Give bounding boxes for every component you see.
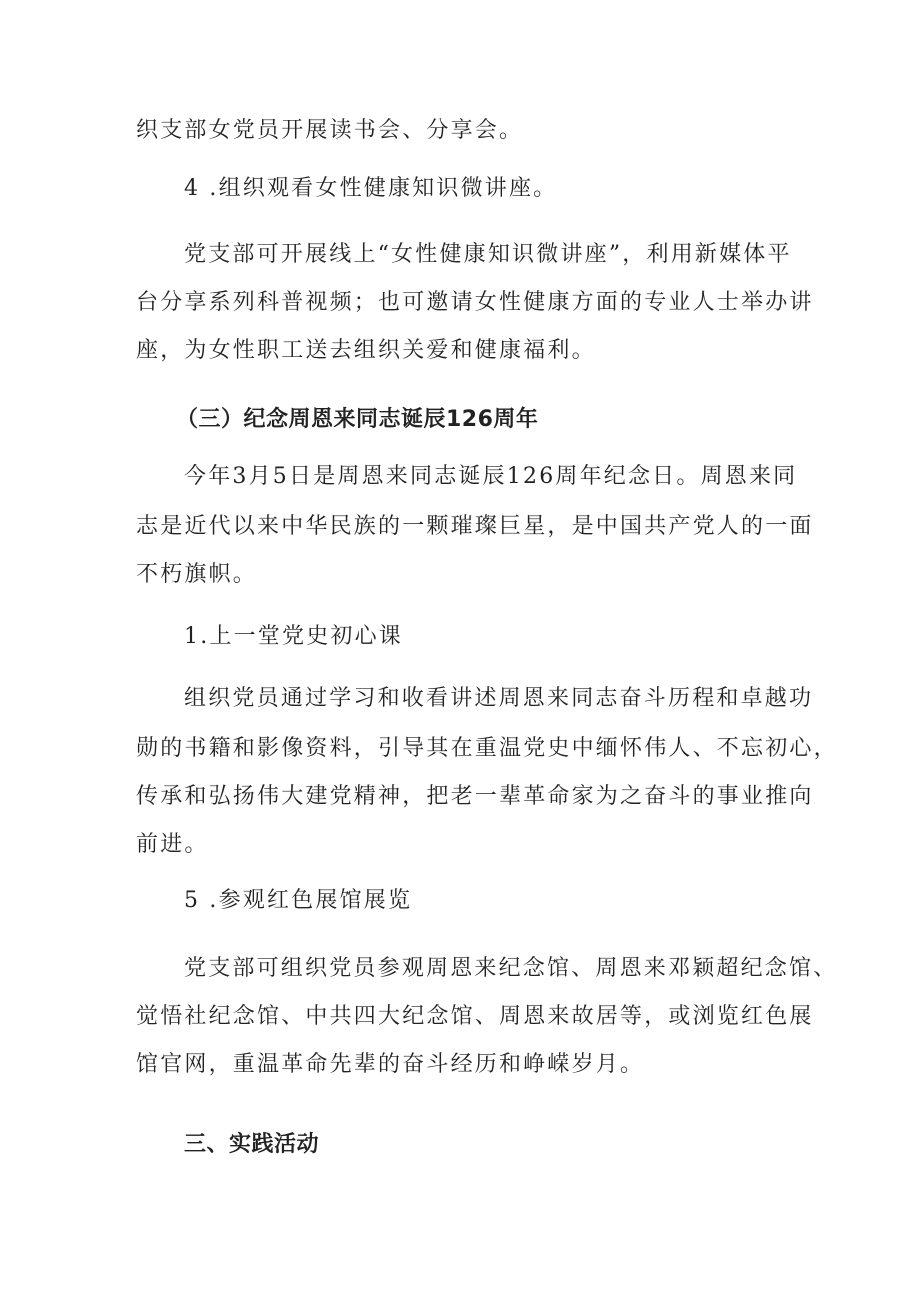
- paragraph-line: 台分享系列科普视频；也可邀请女性健康方面的专业人士举办讲: [136, 290, 814, 315]
- paragraph-line: 织支部女党员开展读书会、分享会。: [136, 118, 524, 143]
- paragraph-line: 今年3月5日是周恩来同志诞辰126周年纪念日。周恩来同: [184, 464, 798, 489]
- paragraph-line: 传承和弘扬伟大建党精神，把老一辈革命家为之奋斗的事业推向: [136, 784, 814, 809]
- paragraph-line: 不朽旗帜。: [136, 562, 258, 587]
- paragraph-line: 座，为女性职工送去组织关爱和健康福利。: [136, 338, 596, 363]
- chapter-heading: 三、实践活动: [184, 1132, 320, 1157]
- list-item-heading: 1.上一堂党史初心课: [184, 624, 403, 649]
- paragraph-line: 党支部可组织党员参观周恩来纪念馆、周恩来邓颖超纪念馆、: [184, 956, 838, 981]
- paragraph-line: 觉悟社纪念馆、中共四大纪念馆、周恩来故居等，或浏览红色展: [136, 1004, 814, 1029]
- paragraph-line: 馆官网，重温革命先辈的奋斗经历和峥嵘岁月。: [136, 1052, 645, 1077]
- paragraph-line: 前进。: [136, 832, 209, 857]
- list-item-heading: 4 .组织观看女性健康知识微讲座。: [184, 176, 558, 201]
- paragraph-line: 组织党员通过学习和收看讲述周恩来同志奋斗历程和卓越功: [184, 686, 814, 711]
- paragraph-line: 党支部可开展线上“女性健康知识微讲座”，利用新媒体平: [184, 242, 792, 267]
- paragraph-line: 志是近代以来中华民族的一颗璀璨巨星，是中国共产党人的一面: [136, 514, 814, 539]
- section-heading: （三）纪念周恩来同志诞辰126周年: [176, 407, 539, 432]
- list-item-heading: 5 .参观红色展馆展览: [184, 888, 413, 913]
- paragraph-line: 勋的书籍和影像资料，引导其在重温党史中缅怀伟人、不忘初心，: [136, 736, 838, 761]
